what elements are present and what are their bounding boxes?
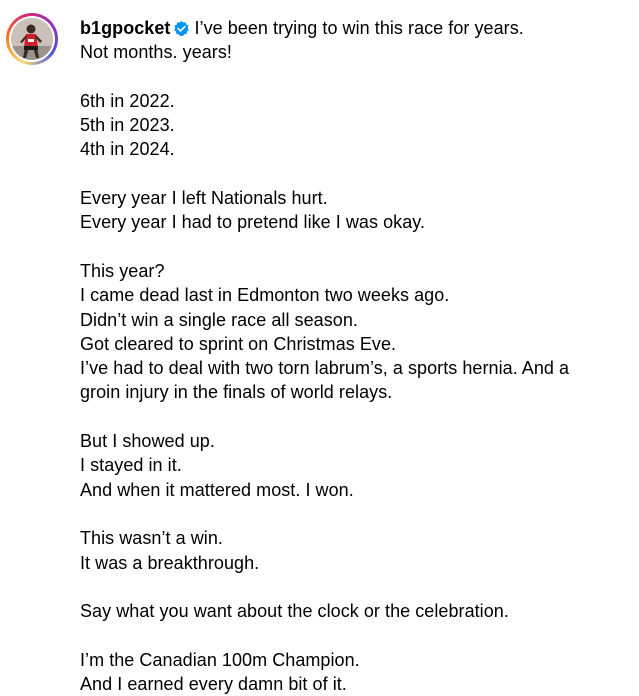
caption-line: Didn’t win a single race all season. [80, 309, 358, 330]
caption-line: 5th in 2023. [80, 115, 175, 136]
caption-line: This wasn’t a win. [80, 528, 223, 549]
caption-line: And when it mattered most. I won. [80, 479, 354, 500]
post-caption [80, 16, 625, 696]
caption-line: I’m the Canadian 100m Champion. [80, 649, 360, 670]
caption-line: And I earned every damn bit of it. [80, 674, 347, 695]
caption-first-line [80, 16, 625, 40]
caption-blank-line [80, 623, 625, 647]
caption-text: I’ve been trying to win this race for years. [194, 18, 524, 38]
caption-blank-line [80, 405, 625, 429]
caption-line: It was a breakthrough. [80, 552, 260, 573]
username-link[interactable]: b1gpocket [80, 18, 171, 38]
caption-line: But I showed up. [80, 431, 215, 452]
caption-line: Say what you want about the clock or the celebration. [80, 601, 509, 622]
caption-line: 6th in 2022. [80, 90, 175, 111]
athlete-photo-icon [11, 18, 53, 60]
caption-line: Got cleared to sprint on Christmas Eve. [80, 333, 397, 354]
caption-line: Not months. years! [80, 42, 232, 63]
caption-line: groin injury in the finals of world relays. [80, 382, 393, 403]
caption-blank-line [80, 162, 625, 186]
caption-blank-line [80, 575, 625, 599]
caption-blank-line [80, 235, 625, 259]
caption-line: I came dead last in Edmonton two weeks ago. [80, 285, 450, 306]
caption-line: 4th in 2024. [80, 139, 175, 160]
caption-line: Every year I had to pretend like I was okay. [80, 212, 426, 233]
caption-line: I’ve had to deal with two torn labrum’s, a sports hernia. And a [80, 358, 570, 379]
caption-body [80, 40, 625, 696]
caption-blank-line [80, 502, 625, 526]
caption-line: Every year I left Nationals hurt. [80, 188, 328, 209]
avatar[interactable] [11, 18, 53, 60]
caption-line: I stayed in it. [80, 455, 182, 476]
caption-line: This year? [80, 260, 165, 281]
avatar-story-ring[interactable] [6, 13, 58, 65]
caption-blank-line [80, 65, 625, 89]
